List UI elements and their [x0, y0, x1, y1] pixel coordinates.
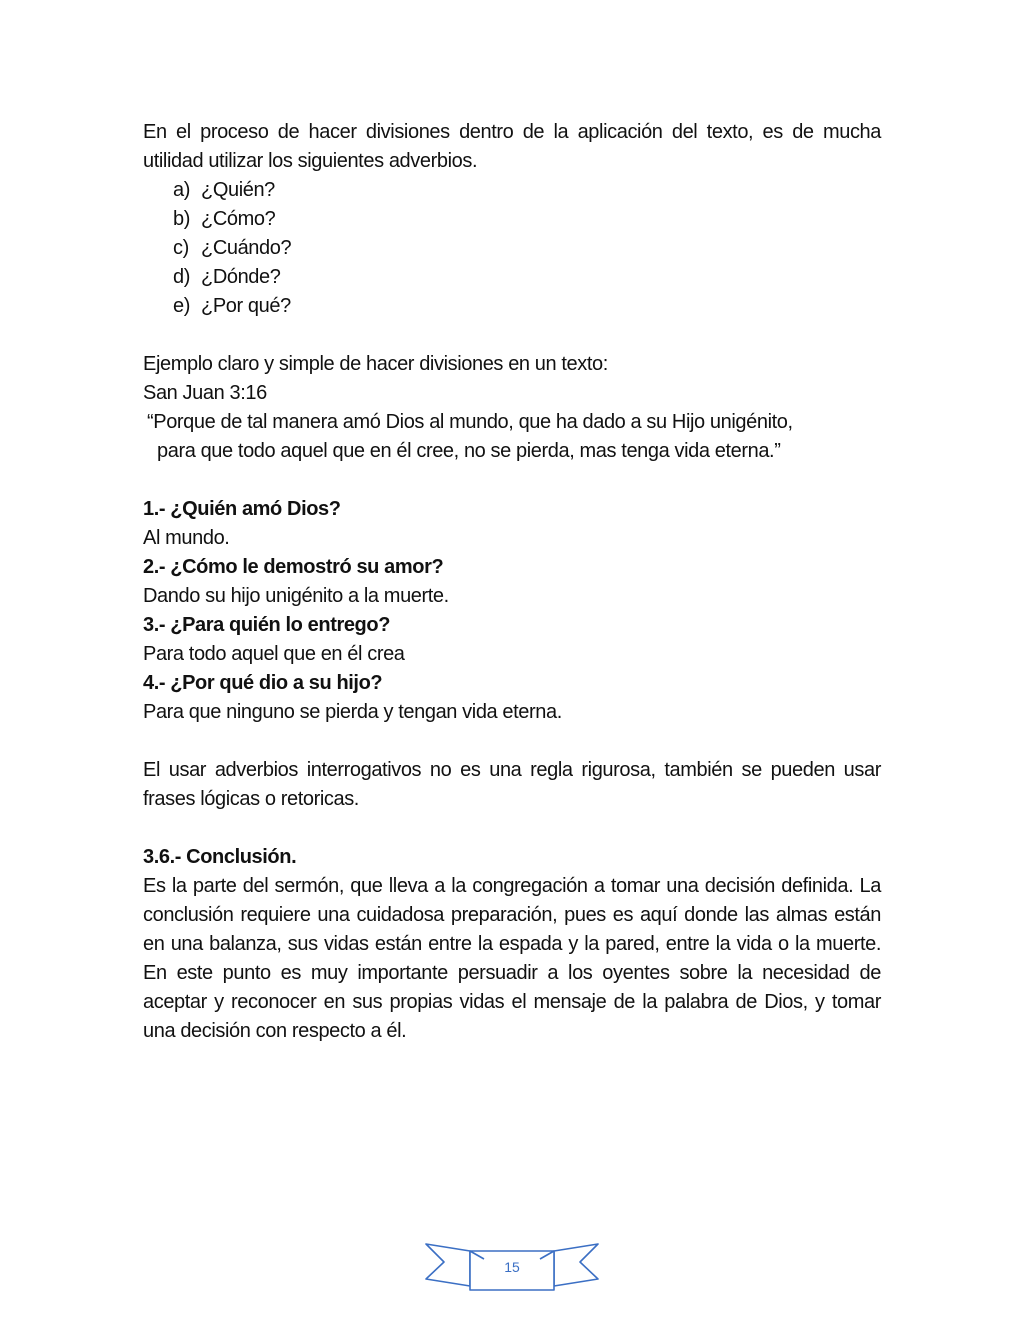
answer-2: Dando su hijo unigénito a la muerte.	[143, 585, 449, 607]
question-2: 2.- ¿Cómo le demostró su amor?	[143, 556, 444, 578]
list-item	[173, 205, 881, 234]
list-marker: d)	[173, 266, 190, 288]
page-number: 15	[504, 1259, 520, 1275]
list-item-text: ¿Quién?	[201, 179, 275, 201]
list-item-text: ¿Cómo?	[201, 208, 276, 230]
list-item	[173, 234, 881, 263]
scripture-quote-line-1: “Porque de tal manera amó Dios al mundo, que ha dado a su Hijo unigénito,	[147, 411, 793, 433]
answer-1: Al mundo.	[143, 527, 230, 549]
list-item	[173, 292, 881, 321]
spacer	[143, 321, 881, 350]
list-item-text: ¿Dónde?	[201, 266, 281, 288]
list-marker: c)	[173, 237, 189, 259]
spacer	[143, 814, 881, 843]
example-intro: Ejemplo claro y simple de hacer divisiones en un texto:	[143, 353, 608, 375]
list-item	[173, 263, 881, 292]
conclusion-heading: 3.6.- Conclusión.	[143, 846, 297, 868]
answer-3: Para todo aquel que en él crea	[143, 643, 405, 665]
question-1: 1.- ¿Quién amó Dios?	[143, 498, 341, 520]
page-number-ribbon	[424, 1242, 600, 1292]
answer-4: Para que ninguno se pierda y tengan vida eterna.	[143, 701, 562, 723]
list-marker: a)	[173, 179, 190, 201]
note-paragraph: El usar adverbios interrogativos no es una regla rigurosa, también se pueden usar frases lógicas o retoricas.	[143, 759, 881, 810]
adverb-list	[143, 176, 881, 321]
document-page	[143, 118, 881, 1046]
list-item-text: ¿Cuándo?	[201, 237, 292, 259]
scripture-quote-line-2: para que todo aquel que en él cree, no se pierda, mas tenga vida eterna.”	[157, 440, 781, 462]
spacer	[143, 727, 881, 756]
list-item	[173, 176, 881, 205]
scripture-reference: San Juan 3:16	[143, 382, 267, 404]
list-marker: b)	[173, 208, 190, 230]
spacer	[143, 466, 881, 495]
list-marker: e)	[173, 295, 190, 317]
question-3: 3.- ¿Para quién lo entrego?	[143, 614, 391, 636]
list-item-text: ¿Por qué?	[201, 295, 291, 317]
question-4: 4.- ¿Por qué dio a su hijo?	[143, 672, 383, 694]
conclusion-paragraph: Es la parte del sermón, que lleva a la congregación a tomar una decisión definida. La conclusión requiere una cuidadosa preparación, pues es aquí donde las almas están en una balanza, sus vidas están entre la espada y la pared, entre la vida o la muerte. En este punto es muy importante persuadir a los oyentes sobre la necesidad de aceptar y reconocer en sus propias vidas el mensaje de la palabra de Dios, y tomar una decisión con respecto a él.	[143, 875, 881, 1042]
intro-paragraph: En el proceso de hacer divisiones dentro de la aplicación del texto, es de mucha utilidad utilizar los siguientes adverbios.	[143, 121, 881, 172]
